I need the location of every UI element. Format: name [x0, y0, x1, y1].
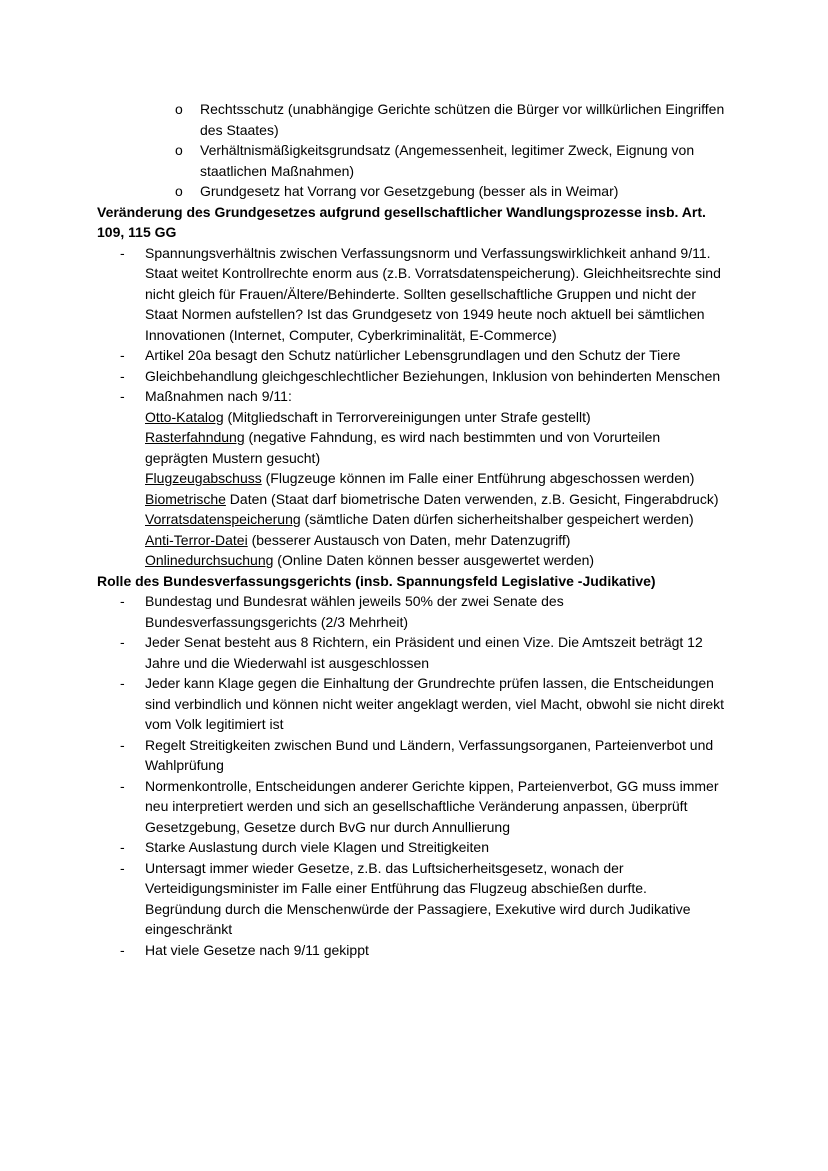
list-item [97, 99, 725, 140]
dash-bullet-marker: - [120, 675, 125, 691]
measure-line [145, 427, 725, 468]
section-heading: Veränderung des Grundgesetzes aufgrund gesellschaftlicher Wandlungsprozesse insb. Art. 109, 115 GG [97, 203, 706, 240]
bullet-text: Verhältnismäßigkeitsgrundsatz (Angemessenheit, legitimer Zweck, Eignung von staatlichen Maßnahmen) [200, 142, 695, 179]
measure-description: (Online Daten können besser ausgewertet werden) [273, 552, 595, 568]
measure-term: Vorratsdatenspeicherung [145, 511, 301, 527]
measure-description: (besserer Austausch von Daten, mehr Datenzugriff) [247, 531, 571, 548]
bullet-text: Artikel 20a besagt den Schutz natürlicher Lebensgrundlagen und den Schutz der Tiere [145, 347, 681, 363]
section-1-bullet-list [97, 243, 725, 571]
measure-term: Flugzeugabschuss [145, 470, 262, 486]
measure-line [145, 530, 725, 551]
dash-bullet-marker: - [120, 347, 125, 363]
list-item [97, 776, 725, 838]
measure-line [145, 468, 725, 489]
section-heading: Rolle des Bundesverfassungsgerichts (insb. Spannungsfeld Legislative -Judikative) [97, 572, 656, 589]
list-item [97, 140, 725, 181]
bullet-text: Regelt Streitigkeiten zwischen Bund und Ländern, Verfassungsorganen, Parteienverbot und Wahlprüfung [145, 736, 714, 773]
dash-bullet-marker: - [120, 388, 125, 404]
measure-description: (Mitgliedschaft in Terrorvereinigungen unter Strafe gestellt) [223, 408, 591, 425]
measure-line [145, 407, 725, 428]
measure-line [145, 509, 725, 530]
bullet-text: Spannungsverhältnis zwischen Verfassungsnorm und Verfassungswirklichkeit anhand 9/11. Staat weitet Kontrollrechte enorm aus (z.B. Vorratsdatenspeicherung). Gleichheitsrechte sind nicht gleich für Frauen/Ältere/Behinderte. Sollten gesellschaftliche Gruppen und nicht der Staat Normen aufstellen? Ist das Grundgesetz von 1949 heute noch aktuell bei sämtlichen Innovationen (Internet, Computer, Cyberkriminalität, E-Commerce) [145, 244, 721, 343]
measure-term: Biometrische [145, 490, 226, 507]
list-item [97, 673, 725, 735]
dash-bullet-marker: - [120, 593, 125, 609]
list-item [97, 181, 725, 202]
list-item [97, 591, 725, 632]
list-item [97, 858, 725, 940]
bullet-text: Starke Auslastung durch viele Klagen und Streitigkeiten [145, 839, 489, 855]
measure-term: Anti-Terror-Datei [145, 531, 248, 548]
circle-bullet-marker: o [175, 183, 183, 199]
bullet-text: Untersagt immer wieder Gesetze, z.B. das Luftsicherheitsgesetz, wonach der Verteidigungsminister im Falle einer Entführung das Flugzeug abschießen durfte. Begründung durch die Menschenwürde der Passagiere, Exekutive wird durch Judikative eingeschränkt [145, 859, 691, 937]
measure-description: (Flugzeuge können im Falle einer Entführung abgeschossen werden) [261, 470, 695, 486]
bullet-text: Grundgesetz hat Vorrang vor Gesetzgebung (besser als in Weimar) [200, 183, 619, 199]
list-item [97, 940, 725, 961]
dash-bullet-marker: - [120, 367, 125, 384]
bullet-text: Hat viele Gesetze nach 9/11 gekippt [145, 941, 369, 958]
circle-bullet-marker: o [175, 142, 183, 158]
measure-description: (sämtliche Daten dürfen sicherheitshalber gespeichert werden) [300, 511, 694, 527]
bullet-text: Jeder Senat besteht aus 8 Richtern, ein Präsident und einen Vize. Die Amtszeit beträgt 12 Jahre und die Wiederwahl ist ausgeschlossen [145, 634, 703, 671]
list-item [97, 837, 725, 858]
measure-term: Onlinedurchsuchung [145, 552, 274, 568]
dash-bullet-marker: - [120, 941, 125, 958]
bullet-text: Maßnahmen nach 9/11: [145, 388, 292, 404]
intro-bullet-list [97, 99, 725, 202]
list-item [97, 735, 725, 776]
measure-line [145, 550, 725, 571]
list-item [97, 632, 725, 673]
dash-bullet-marker: - [120, 634, 125, 650]
bullet-text: Gleichbehandlung gleichgeschlechtlicher Beziehungen, Inklusion von behinderten Menschen [145, 367, 721, 384]
dash-bullet-marker: - [120, 736, 125, 753]
list-item [97, 345, 725, 366]
list-item [97, 366, 725, 387]
bullet-text: Bundestag und Bundesrat wählen jeweils 50% der zwei Senate des Bundesverfassungsgerichts (2/3 Mehrheit) [145, 593, 564, 630]
section-2-bullet-list [97, 591, 725, 960]
circle-bullet-marker: o [175, 101, 183, 117]
bullet-text: Rechtsschutz (unabhängige Gerichte schützen die Bürger vor willkürlichen Eingriffen des Staates) [200, 101, 725, 138]
dash-bullet-marker: - [120, 839, 125, 855]
measure-term: Otto-Katalog [145, 408, 224, 425]
bullet-text: Normenkontrolle, Entscheidungen anderer Gerichte kippen, Parteienverbot, GG muss immer neu interpretiert werden und sich an gesellschaftliche Veränderung anpassen, überprüft Gesetzgebung, Gesetze durch BvG nur durch Annullierung [145, 777, 719, 835]
bullet-text: Jeder kann Klage gegen die Einhaltung der Grundrechte prüfen lassen, die Entscheidungen sind verbindlich und können nicht weiter angeklagt werden, viel Macht, obwohl sie nicht direkt vom Volk legitimiert ist [145, 675, 724, 732]
dash-bullet-marker: - [120, 859, 125, 876]
measure-description: Daten (Staat darf biometrische Daten verwenden, z.B. Gesicht, Fingerabdruck) [225, 490, 719, 507]
bullet-text-block [145, 386, 725, 571]
dash-bullet-marker: - [120, 777, 125, 794]
dash-bullet-marker: - [120, 244, 125, 261]
measure-line [145, 489, 725, 510]
measure-term: Rasterfahndung [145, 429, 245, 445]
list-item [97, 386, 725, 571]
measure-description: (negative Fahndung, es wird nach bestimmten und von Vorurteilen geprägten Mustern gesucht) [145, 429, 661, 466]
list-item [97, 243, 725, 346]
